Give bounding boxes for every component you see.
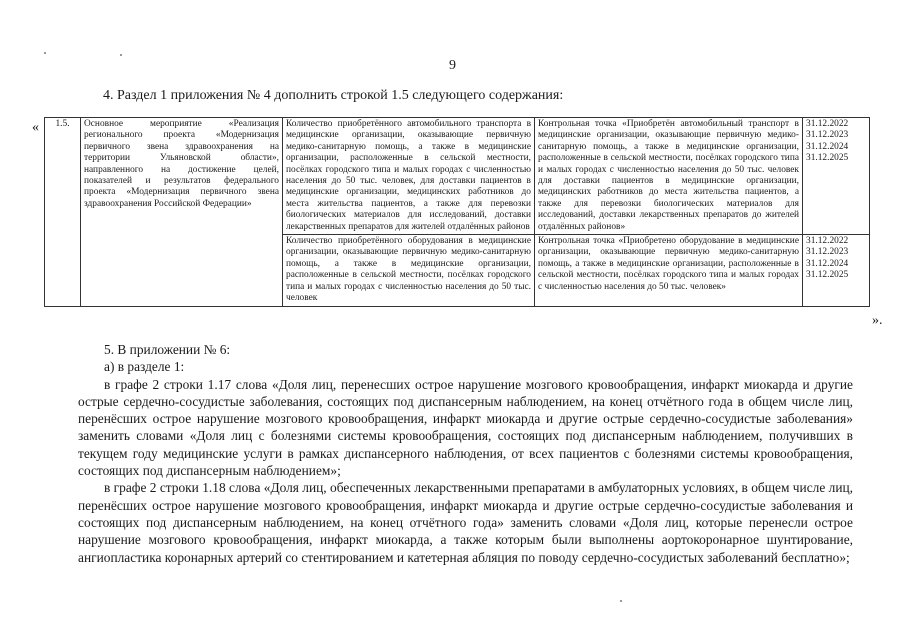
row-number: 1.5. xyxy=(45,118,81,307)
opening-quote: « xyxy=(32,120,39,135)
scan-speck xyxy=(620,600,622,602)
paragraph: в графе 2 строки 1.17 слова «Доля лиц, перенесших острое нарушение мозгового кровообращения, инфаркт миокарда и другие острые сердечно-сосудистые заболевания, состоящих под диспансерным наблюдением, на конец отчётного года в общем числе лиц, перенёсших острое нарушение мозгового кровообращения, инфаркт миокарда и другие острые сердечно-сосудистые заболевания» заменить словами «Доля лиц с болезнями системы кровообращения, состоящих под диспансерным наблюдением, получивших в текущем году медицинские услуги в рамках диспансерного наблюдения, от всех пациентов с болезнями системы кровообращения, состоящих под диспансерным наблюдением»; xyxy=(78,376,853,479)
date-value: 31.12.2025 xyxy=(806,153,849,164)
paragraph: в графе 2 строки 1.18 слова «Доля лиц, обеспеченных лекарственными препаратами в амбулаторных условиях, в общем числе лиц, перенёсших острое нарушение мозгового кровообращения, инфаркт миокарда и другие острые сердечно-сосудистые заболевания и состоящих под диспансерным наблюдением, на конец отчётного года» заменить словами «Доля лиц, которые перенесли острое нарушение мозгового кровообращения, инфаркт миокарда, а также которым были выполнены аортокоронарное шунтирование, ангиопластика коронарных артерий со стентированием и катетерная абляция по поводу сердечно-сосудистых заболеваний бесплатно»; xyxy=(78,480,853,565)
scan-speck xyxy=(44,52,46,54)
date-value: 31.12.2023 xyxy=(806,130,849,141)
paragraph: 5. В приложении № 6: xyxy=(104,342,231,357)
date-value: 31.12.2022 xyxy=(806,236,849,247)
date-value: 31.12.2024 xyxy=(806,141,849,152)
date-value: 31.12.2023 xyxy=(806,247,849,258)
page-number: 9 xyxy=(449,58,456,73)
indicator-cell: Количество приобретённого оборудования в медицинские организации, оказывающие первичную медико-санитарную помощь, а также в медицинские организации, расположенные в сельской местности, посёлках городского типа и малых городах с численностью населения до 50 тыс. человек xyxy=(283,235,535,306)
date-value: 31.12.2025 xyxy=(806,270,849,281)
checkpoint-cell: Контрольная точка «Приобретено оборудование в медицинские организации, оказывающие первичную медико-санитарную помощь, а также в медицинские организации, расположенные в сельской местности, посёлках городского типа и малых городах с численностью населения до 50 тыс. человек» xyxy=(535,235,803,306)
dates-cell xyxy=(803,118,870,235)
scan-speck xyxy=(120,54,122,56)
body-text xyxy=(78,341,853,566)
indicator-cell: Количество приобретённого автомобильного транспорта в медицинские организации, оказывающие первичную медико-санитарную помощь, а также в медицинские организации, расположенные в сельской местности, посёлках городского типа и малых городах с численностью населения до 50 тыс. человек, для доставки пациентов в медицинские организации, медицинских работников до места жительства пациентов, а также для перевозки биологических материалов для исследований, доставки лекарственных препаратов для жителей отдалённых районов xyxy=(283,118,535,235)
amendment-table xyxy=(44,117,870,307)
date-value: 31.12.2022 xyxy=(806,119,849,129)
closing-quote: ». xyxy=(872,313,883,328)
dates-cell xyxy=(803,235,870,306)
checkpoint-cell: Контрольная точка «Приобретён автомобильный транспорт в медицинские организации, оказывающие первичную медико-санитарную помощь, а также в медицинские организации, расположенные в сельской местности, посёлках городского типа и малых городах с численностью населения до 50 тыс. человек для доставки пациентов в медицинские организации, медицинских работников до места жительства пациентов, а также для перевозки биологических материалов для исследований, доставки лекарственных препаратов до жителей отдалённых районов» xyxy=(535,118,803,235)
table-row xyxy=(45,118,870,235)
paragraph: а) в разделе 1: xyxy=(104,359,185,375)
amendment-intro: 4. Раздел 1 приложения № 4 дополнить строкой 1.5 следующего содержания: xyxy=(103,88,564,103)
event-cell: Основное мероприятие «Реализация регионального проекта «Модернизация первичного звена здравоохранения на территории Ульяновской области», направленного на достижение целей, показателей и результатов федерального проекта «Модернизация первичного звена здравоохранения Российской Федерации» xyxy=(81,118,283,307)
date-value: 31.12.2024 xyxy=(806,258,849,269)
